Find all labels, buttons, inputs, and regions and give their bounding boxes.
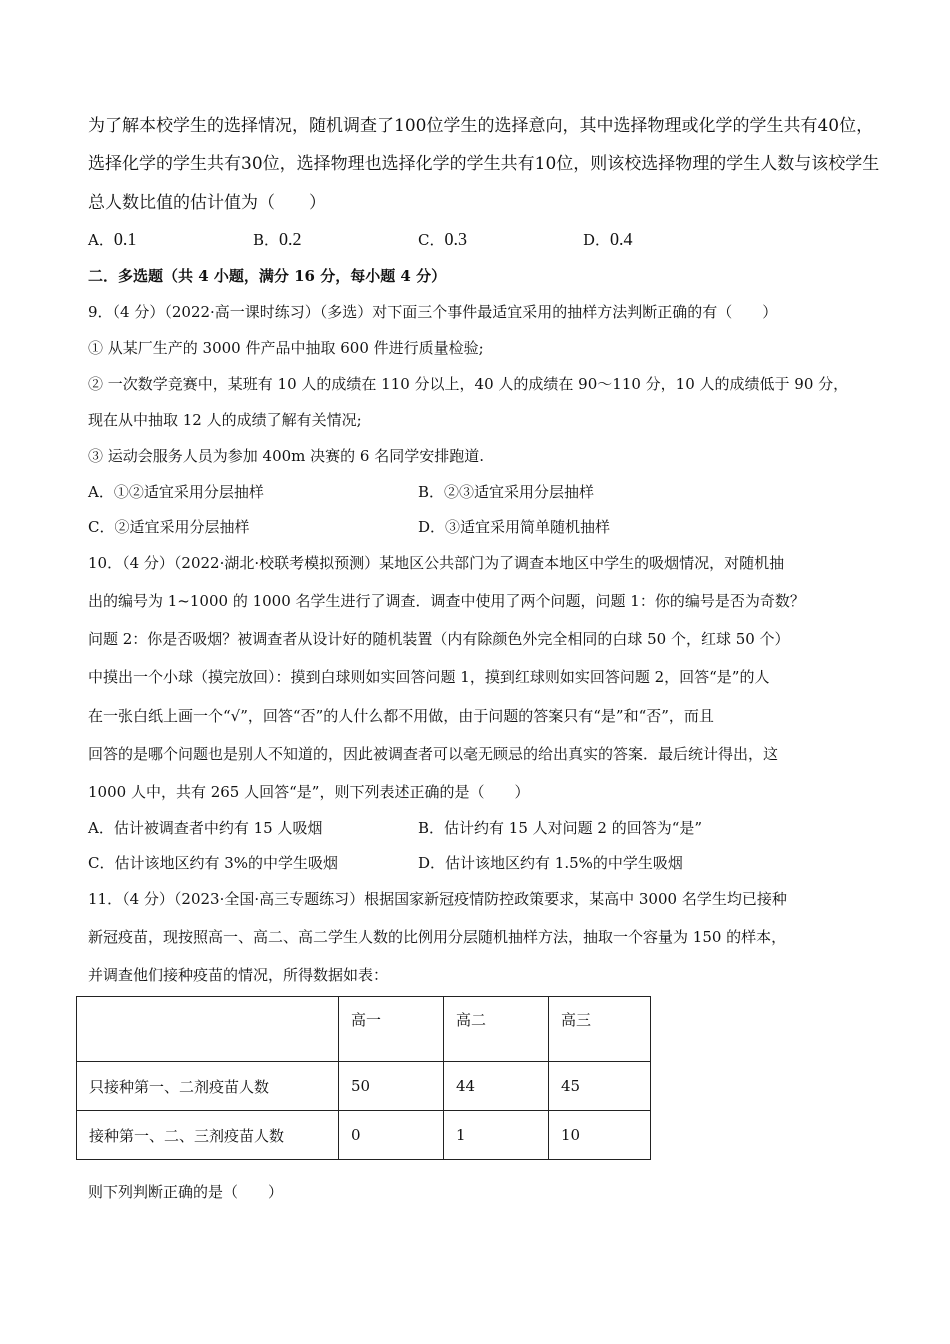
q9-item-2a: ② 一次数学竞赛中，某班有 10 人的成绩在 110 分以上，40 人的成绩在 90～110 分，10 人的成绩低于 90 分， — [88, 375, 849, 393]
q9-item-3: ③ 运动会服务人员为参加 400m 决赛的 6 名同学安排跑道. — [88, 447, 485, 465]
q10-line: 1000 人中，共有 265 人回答“是”，则下列表述正确的是（ ） — [88, 783, 530, 801]
q10-line: 问题 2：你是否吸烟？被调查者从设计好的随机装置（内有除颜色外完全相同的白球 50 个，红球 50 个） — [88, 630, 790, 648]
table-cell: 接种第一、二、三剂疫苗人数 — [77, 1111, 339, 1160]
table-row — [77, 1111, 651, 1160]
q10-option-b: B．估计约有 15 人对问题 2 的回答为“是” — [418, 819, 703, 837]
q9-option-b: B．②③适宜采用分层抽样 — [418, 483, 595, 501]
table-cell: 高二 — [444, 997, 549, 1062]
q10-option-c: C．估计该地区约有 3%的中学生吸烟 — [88, 854, 339, 872]
table-cell: 44 — [444, 1062, 549, 1111]
q10-line: 回答的是哪个问题也是别人不知道的，因此被调查者可以毫无顾忌的给出真实的答案．最后统计得出，这 — [88, 745, 779, 763]
q10-line: 出的编号为 1~1000 的 1000 名学生进行了调查．调查中使用了两个问题，问题 1：你的编号是否为奇数？ — [88, 592, 805, 610]
vaccine-table — [76, 996, 651, 1160]
q11-line: 新冠疫苗，现按照高一、高二、高二学生人数的比例用分层随机抽样方法，抽取一个容量为 150 的样本， — [88, 928, 787, 946]
q9-option-a: A．①②适宜采用分层抽样 — [88, 483, 264, 501]
table-cell: 50 — [339, 1062, 444, 1111]
q8-option-c: C．0.3 — [418, 229, 467, 249]
q8-line-1: 为了解本校学生的选择情况，随机调查了100位学生的选择意向，其中选择物理或化学的学生共有40位， — [88, 116, 874, 136]
q10-line: 在一张白纸上画一个“√”，回答“否”的人什么都不用做，由于问题的答案只有“是”和“否”，而且 — [88, 707, 714, 725]
table-header-row — [77, 997, 651, 1062]
q11-line: 并调查他们接种疫苗的情况，所得数据如表： — [88, 966, 389, 984]
q8-option-a: A．0.1 — [88, 229, 137, 249]
table-cell: 1 — [444, 1111, 549, 1160]
section-heading: 二．多选题（共 4 小题，满分 16 分，每小题 4 分） — [88, 267, 447, 285]
table-cell: 高三 — [549, 997, 651, 1062]
q11-after-table: 则下列判断正确的是（ ） — [88, 1183, 284, 1201]
table-row — [77, 1062, 651, 1111]
q10-option-d: D．估计该地区约有 1.5%的中学生吸烟 — [418, 854, 683, 872]
q10-line: 中摸出一个小球（摸完放回）：摸到白球则如实回答问题 1，摸到红球则如实回答问题 2，回答“是”的人 — [88, 668, 770, 686]
q8-line-2: 选择化学的学生共有30位，选择物理也选择化学的学生共有10位，则该校选择物理的学生人数与该校学生 — [88, 154, 880, 174]
q9-item-2b: 现在从中抽取 12 人的成绩了解有关情况; — [88, 411, 362, 429]
q11-line: 11．（4 分）（2023·全国·高三专题练习）根据国家新冠疫情防控政策要求，某高中 3000 名学生均已接种 — [88, 890, 787, 908]
q10-option-a: A．估计被调查者中约有 15 人吸烟 — [88, 819, 323, 837]
q9-option-d: D．③适宜采用简单随机抽样 — [418, 518, 611, 536]
q8-line-3: 总人数比值的估计值为（ ） — [88, 193, 326, 213]
table-cell: 0 — [339, 1111, 444, 1160]
q8-option-d: D．0.4 — [583, 229, 633, 249]
table-cell — [77, 997, 339, 1062]
table-cell: 只接种第一、二剂疫苗人数 — [77, 1062, 339, 1111]
q10-line: 10．（4 分）（2022·湖北·校联考模拟预测）某地区公共部门为了调查本地区中学生的吸烟情况，对随机抽 — [88, 554, 785, 572]
q9-item-1: ① 从某厂生产的 3000 件产品中抽取 600 件进行质量检验; — [88, 339, 484, 357]
table-cell: 高一 — [339, 997, 444, 1062]
q9-option-c: C．②适宜采用分层抽样 — [88, 518, 250, 536]
q9-stem: 9．（4 分）（2022·高一课时练习）（多选）对下面三个事件最适宜采用的抽样方法判断正确的有（ ） — [88, 303, 778, 321]
q8-option-b: B．0.2 — [253, 229, 302, 249]
table-cell: 10 — [549, 1111, 651, 1160]
table-cell: 45 — [549, 1062, 651, 1111]
